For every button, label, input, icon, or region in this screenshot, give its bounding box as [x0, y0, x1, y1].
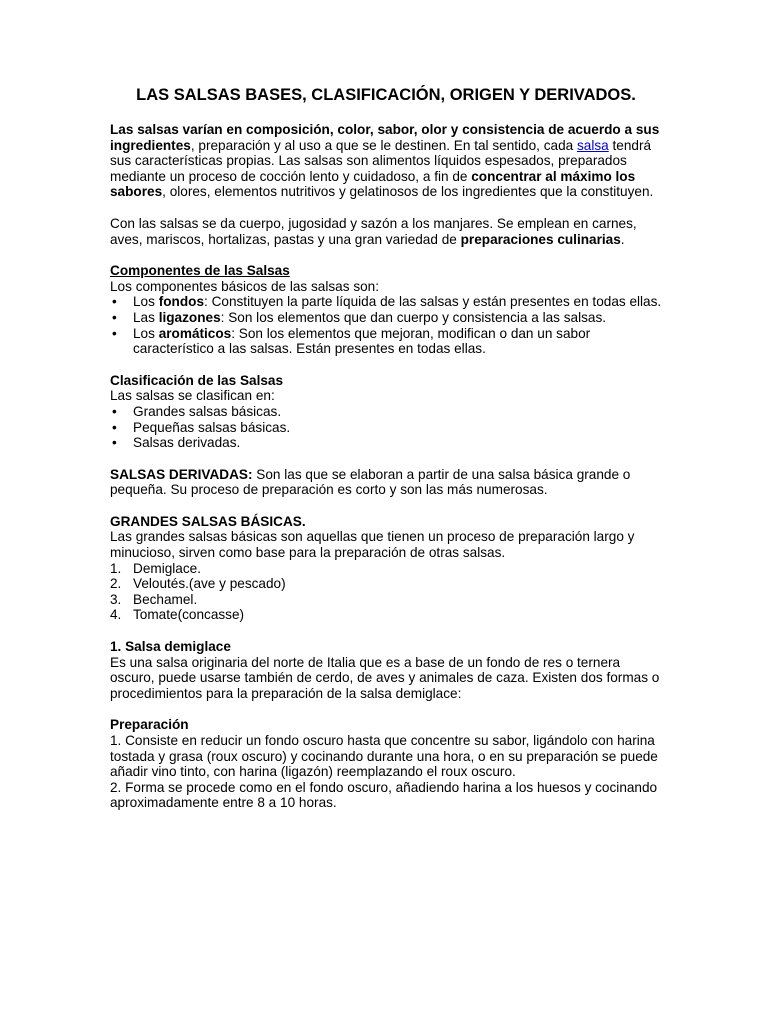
intro-text-3: , olores, elementos nutritivos y gelatinosos de los ingredientes que la constituyen. — [162, 184, 654, 200]
para2-text-1: Con las salsas se da cuerpo, jugosidad y sazón a los manjares. Se emplean en carnes, aves, mariscos, hortalizas, pastas y una gran variedad de — [110, 215, 637, 247]
grandes-heading: GRANDES SALSAS BÁSICAS. — [110, 513, 306, 529]
intro-bold-lead: Las salsas varían en composición, color, sabor, olor y consistencia de acuerdo a sus ingredientes — [110, 122, 660, 153]
derived-heading: SALSAS DERIVADAS: — [110, 466, 253, 482]
list-item — [110, 561, 662, 577]
item-number: 3. — [110, 591, 122, 607]
intro-paragraph — [110, 122, 662, 200]
classification-intro: Las salsas se clasifican en: — [110, 388, 275, 404]
item-label: Pequeñas salsas básicas. — [133, 419, 291, 435]
demiglace-section — [110, 639, 662, 701]
intro-text-2: tendrá sus características propias. Las salsas son alimentos líquidos espesados, preparados mediante un proceso de cocción lento y cuidadoso, a fin de — [110, 137, 652, 184]
item-label: Demiglace. — [133, 560, 201, 576]
components-list — [110, 294, 662, 356]
grandes-list — [110, 561, 662, 623]
bullet-icon: • — [112, 419, 117, 435]
grandes-section — [110, 514, 662, 623]
list-item — [110, 576, 662, 592]
item-label: Tomate(concasse) — [133, 607, 245, 623]
list-item — [110, 420, 662, 436]
document-title: LAS SALSAS BASES, CLASIFICACIÓN, ORIGEN Y DERIVADOS. — [136, 86, 636, 104]
demiglace-heading: 1. Salsa demiglace — [110, 639, 231, 655]
item-description: : Constituyen la parte líquida de las salsas y están presentes en todas ellas. — [204, 294, 662, 310]
item-label: Bechamel. — [133, 591, 198, 607]
demiglace-text: Es una salsa originaria del norte de Italia que es a base de un fondo de res o ternera oscuro, puede usarse también de cerdo, de aves y animales de caza. Existen dos formas o procedimientos para la preparación de la salsa demiglace: — [110, 654, 660, 701]
grandes-text: Las grandes salsas básicas son aquellas que tienen un proceso de preparación largo y minucioso, sirven como base para la preparación de otras salsas. — [110, 529, 635, 561]
item-label: Veloutés.(ave y pescado) — [133, 576, 286, 592]
classification-section — [110, 373, 662, 451]
item-description: : Son los elementos que dan cuerpo y consistencia a las salsas. — [220, 309, 607, 325]
list-item — [110, 592, 662, 608]
document-page — [110, 86, 662, 827]
item-number: 2. — [110, 576, 122, 592]
list-item — [110, 294, 662, 310]
item-prefix: Los — [133, 294, 159, 310]
item-term: fondos — [158, 294, 205, 310]
derived-paragraph — [110, 467, 662, 498]
item-description: : Son los elementos que mejoran, modifican o dan un sabor característico a las salsas. Están presentes en todas ellas. — [133, 325, 591, 357]
bullet-icon: • — [112, 403, 117, 419]
components-section — [110, 263, 662, 357]
para2-bold: preparaciones culinarias — [460, 231, 621, 247]
components-heading: Componentes de las Salsas — [110, 263, 290, 279]
preparation-heading: Preparación — [110, 717, 189, 733]
intro-text-1: , preparación y al uso a que se le destinen. En tal sentido, cada — [190, 137, 577, 153]
preparation-step-1: 1. Consiste en reducir un fondo oscuro hasta que concentre su sabor, ligándolo con harina tostada y grasa (roux oscuro) y cocinando durante una hora, o en su preparación se puede añadir vino tinto, con harina (ligazón) reemplazando el roux oscuro. — [110, 733, 658, 780]
item-number: 4. — [110, 607, 122, 623]
derived-text: Son las que se elaboran a partir de una salsa básica grande o pequeña. Su proceso de preparación es corto y son las más numerosas. — [110, 466, 631, 498]
second-paragraph — [110, 216, 662, 247]
bullet-icon: • — [112, 325, 117, 341]
item-prefix: Los — [133, 325, 159, 341]
item-label: Grandes salsas básicas. — [133, 403, 282, 419]
list-item — [110, 404, 662, 420]
item-label: Salsas derivadas. — [133, 435, 241, 451]
list-item — [110, 310, 662, 326]
components-intro: Los componentes básicos de las salsas son: — [110, 278, 380, 294]
list-item — [110, 435, 662, 451]
bullet-icon: • — [112, 294, 117, 310]
preparation-step-2: 2. Forma se procede como en el fondo oscuro, añadiendo harina a los huesos y cocinando aproximadamente entre 8 a 10 horas. — [110, 779, 658, 811]
classification-heading: Clasificación de las Salsas — [110, 372, 284, 388]
item-term: ligazones — [158, 309, 221, 325]
item-term: aromáticos — [158, 325, 232, 341]
list-item — [110, 326, 662, 357]
bullet-icon: • — [112, 309, 117, 325]
salsa-link[interactable]: salsa — [577, 137, 609, 153]
classification-list — [110, 404, 662, 451]
bullet-icon: • — [112, 435, 117, 451]
list-item — [110, 607, 662, 623]
item-number: 1. — [110, 560, 122, 576]
preparation-section — [110, 717, 662, 811]
para2-text-2: . — [620, 231, 625, 247]
intro-bold-2: concentrar al máximo los sabores — [110, 168, 636, 200]
item-prefix: Las — [133, 309, 159, 325]
